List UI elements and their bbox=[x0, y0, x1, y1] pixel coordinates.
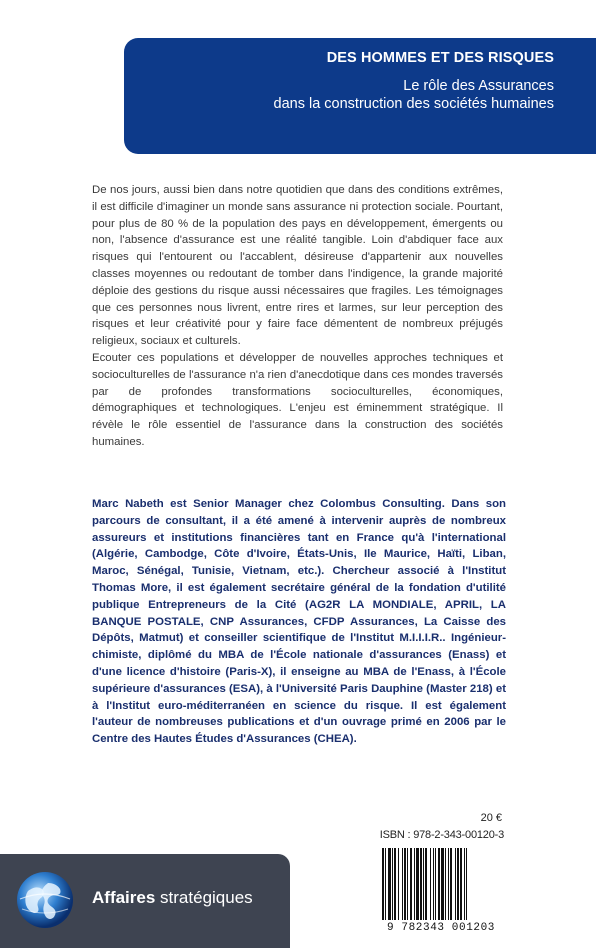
series-name bbox=[92, 888, 253, 908]
author-bio: Marc Nabeth est Senior Manager chez Colombus Consulting. Dans son parcours de consultant, il a été amené à intervenir auprès de nombreux assureurs et institutions financières tant en France qu'à l'international (Algérie, Cambodge, Côte d'Ivoire, États-Unis, Ile Maurice, Haïti, Liban, Maroc, Sénégal, Tunisie, Vietnam, etc.). Chercheur associé à l'Institut Thomas More, il est également secrétaire général de la fondation d'utilité publique Entrepreneurs de la Cité (AG2R LA MONDIALE, APRIL, LA BANQUE POSTALE, CNP Assurances, CFDP Assurances, La Caisse des Dépôts, Matmut) et conseiller scientifique de l'Institut M.I.I.I.R.. Ingénieur-chimiste, diplômé du MBA de l'École nationale d'assurances (Enass) et d'une licence d'histoire (Paris-X), il enseigne au MBA de l'Enass, à l'École supérieure d'assurances (ESA), à l'Université Paris Dauphine (Master 218) et à l'Institut euro-méditerranéen en science du risque. Il est également l'auteur de nombreuses publications et d'un ouvrage primé en 2006 par le Centre des Hautes Études d'Assurances (CHEA). bbox=[92, 498, 506, 746]
page-edge bbox=[596, 38, 602, 154]
series-name-regular: stratégiques bbox=[160, 888, 253, 907]
globe-icon bbox=[14, 869, 76, 931]
barcode-digits: 9 782343 001203 bbox=[386, 922, 496, 934]
description-paragraph: De nos jours, aussi bien dans notre quotidien que dans des conditions extrêmes, il est difficile d'imaginer un monde sans assurance ni protection sociale. Pourtant, pour plus de 80 % de la population des pays en développement, émergents ou non, l'absence d'assurance est une réalité tangible. Loin d'abdiquer face aux risques qui l'entourent ou l'accablent, désireuse d'appartenir aux nouvelles classes moyennes ou redoutant de tomber dans l'indigence, la grande majorité déploie des gestions du risque aussi nécessaires que fragiles. Les témoignages que ces personnes nous livrent, entre rires et larmes, sur leur perception des risques et leur créativité pour y faire face démentent de nombreux préjugés religieux, sociaux et culturels. bbox=[92, 184, 503, 348]
price: 20 € bbox=[480, 812, 502, 824]
book-description bbox=[92, 182, 503, 451]
book-title: DES HOMMES ET DES RISQUES bbox=[326, 50, 554, 66]
isbn: ISBN : 978-2-343-00120-3 bbox=[379, 829, 504, 841]
book-subtitle-line1: Le rôle des Assurances bbox=[403, 78, 554, 94]
book-subtitle-line2: dans la construction des sociétés humaines bbox=[273, 96, 554, 112]
barcode bbox=[378, 846, 504, 926]
description-paragraph: Ecouter ces populations et développer de nouvelles approches techniques et socioculturelles de l'assurance n'a rien d'anecdotique dans ces mondes traversés par de profondes transformations socioculturelles, économiques, démographiques et technologiques. L'enjeu est éminemment stratégique. Il révèle le rôle essentiel de l'assurance dans la construction des sociétés humaines. bbox=[92, 351, 503, 448]
series-name-bold: Affaires bbox=[92, 888, 156, 907]
